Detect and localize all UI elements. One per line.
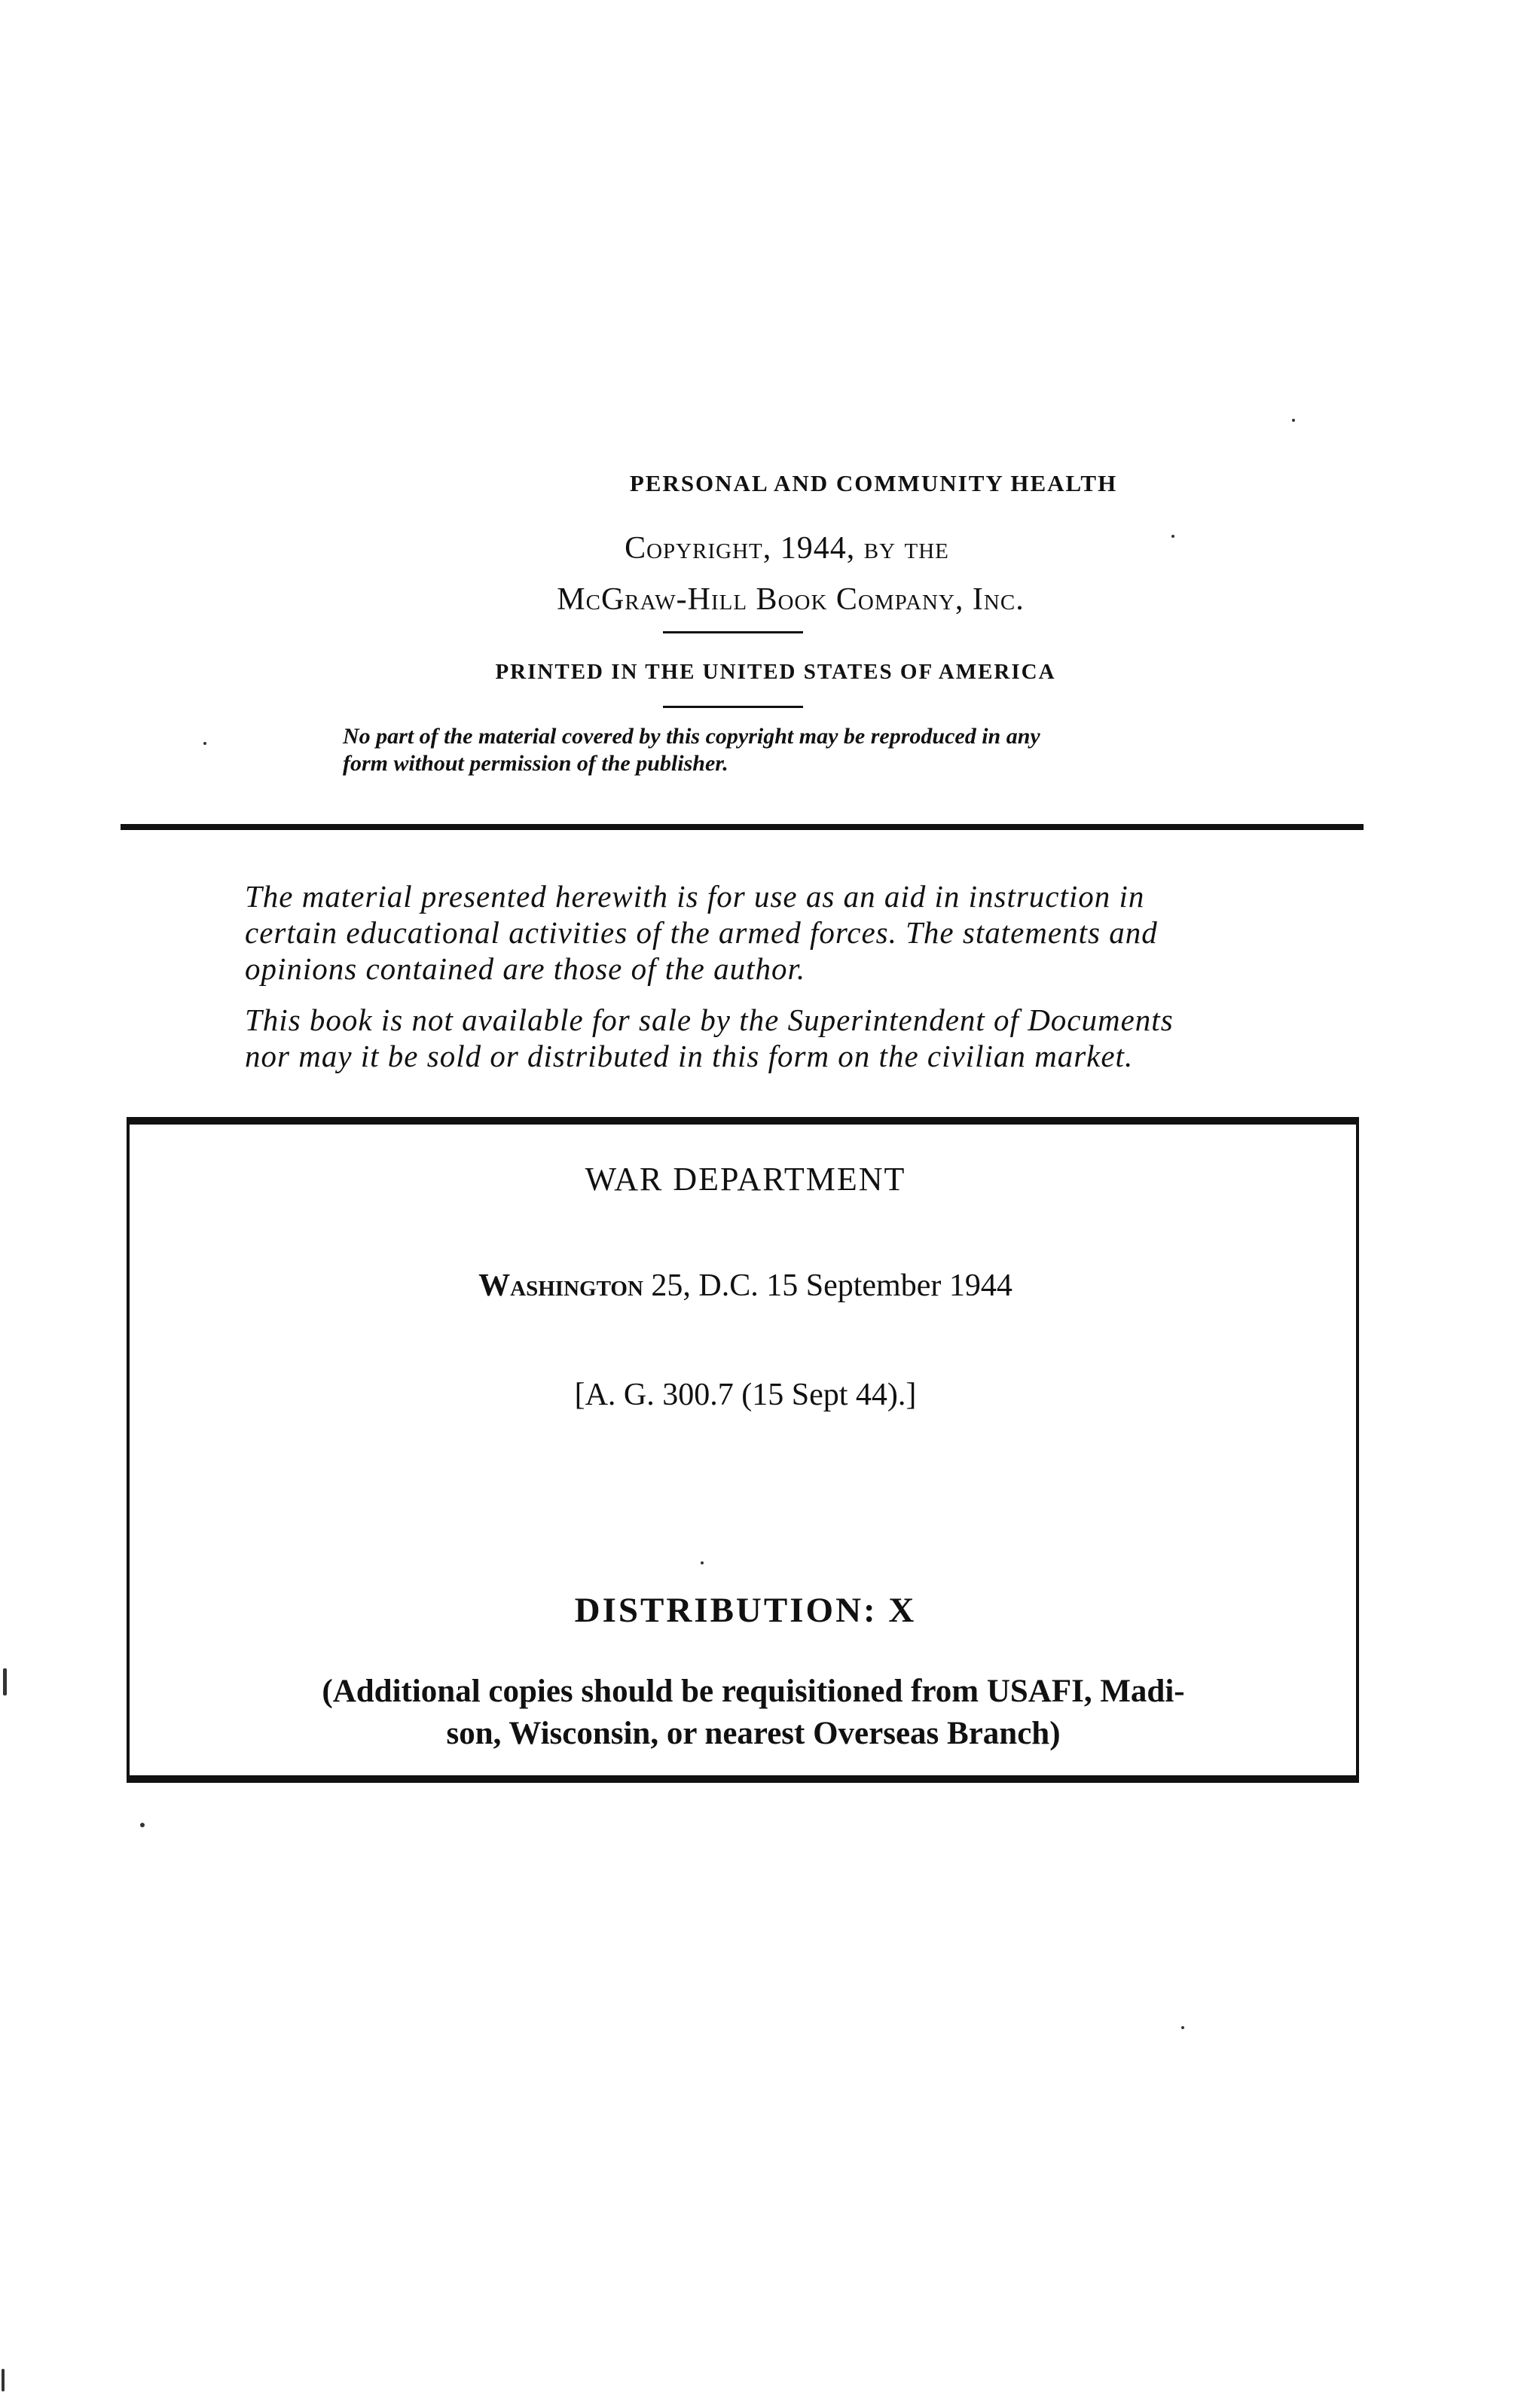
scan-speck <box>1171 535 1174 538</box>
instruction-line-2: certain educational activities of the armed forces. The statements and <box>245 915 1158 950</box>
scan-speck <box>203 742 206 745</box>
scan-speck <box>2 2369 5 2391</box>
additional-copies-line-1: (Additional copies should be requisitioned from USAFI, Madi- <box>322 1674 1185 1709</box>
additional-copies-line-2: son, Wisconsin, or nearest Overseas Branch) <box>446 1716 1061 1751</box>
heavy-divider-rule <box>121 824 1364 830</box>
armed-forces-instruction-paragraph <box>245 878 1269 987</box>
war-department-reference: [A. G. 300.7 (15 Sept 44).] <box>574 1378 917 1412</box>
book-title: PERSONAL AND COMMUNITY HEALTH <box>629 470 1118 496</box>
scan-speck <box>140 1823 145 1827</box>
copyright-notice-line-1: No part of the material covered by this copyright may be reproduced in any <box>343 724 1040 749</box>
instruction-line-1: The material presented herewith is for use as an aid in instruction in <box>245 879 1145 914</box>
place-date: 25, D.C. 15 September 1944 <box>643 1268 1012 1303</box>
copyright-notice-line-2: form without permission of the publisher. <box>343 751 728 776</box>
scan-speck <box>3 1668 7 1695</box>
sale-restriction-line-1: This book is not available for sale by the Superintendent of Documents <box>245 1003 1174 1037</box>
war-department-place-date <box>0 1265 1506 1306</box>
sale-restriction-paragraph <box>245 1002 1269 1074</box>
sale-restriction-line-2: nor may it be sold or distributed in this form on the civilian market. <box>245 1039 1134 1073</box>
printed-in-usa-line: PRINTED IN THE UNITED STATES OF AMERICA <box>495 660 1056 684</box>
distribution-line: DISTRIBUTION: X <box>574 1591 917 1630</box>
copyright-notice <box>343 723 1187 777</box>
publisher-line: McGraw-Hill Book Company, Inc. <box>557 582 1025 617</box>
short-rule-upper <box>663 631 803 633</box>
war-department-title: WAR DEPARTMENT <box>585 1161 906 1198</box>
scan-speck <box>1181 2026 1184 2029</box>
place-name: Washington <box>478 1268 643 1303</box>
copyright-line: Copyright, 1944, by the <box>625 531 949 566</box>
instruction-line-3: opinions contained are those of the author. <box>245 951 806 986</box>
additional-copies-note <box>218 1671 1288 1755</box>
scan-speck <box>1292 419 1295 422</box>
short-rule-lower <box>663 706 803 708</box>
scan-speck <box>701 1561 704 1564</box>
